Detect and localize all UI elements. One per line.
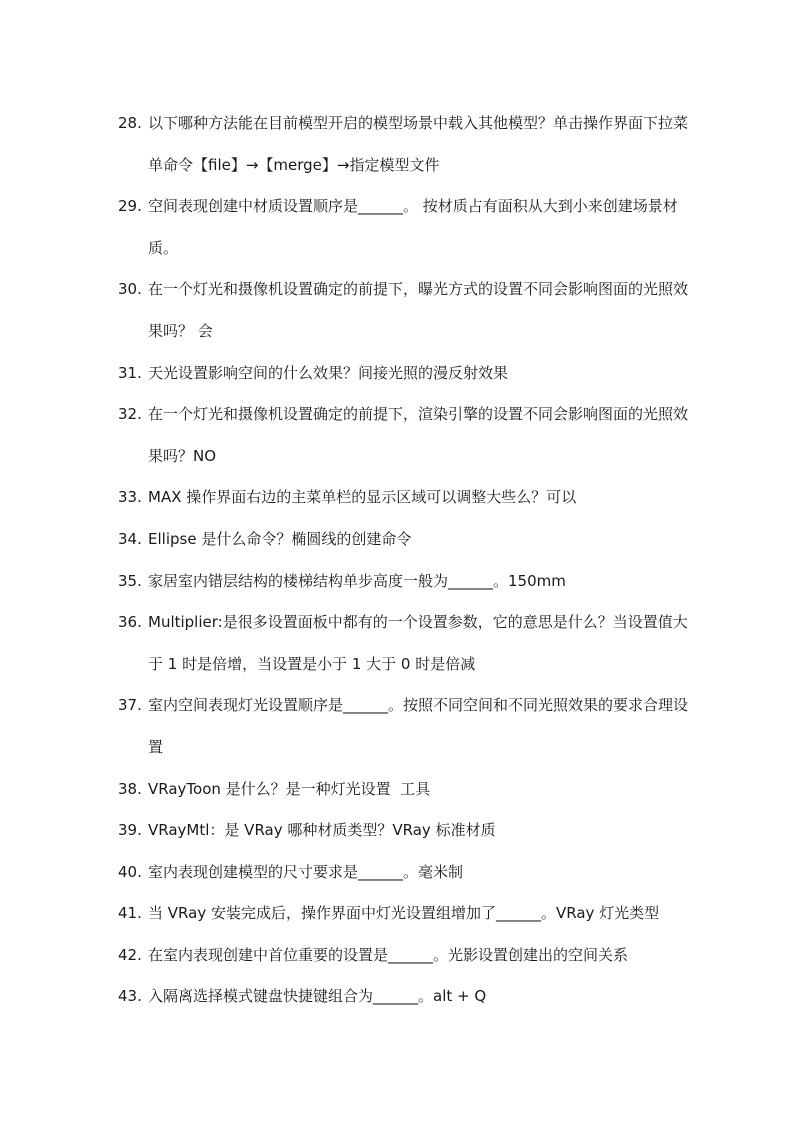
question-text: Multiplier:是很多设置面板中都有的一个设置参数，它的意思是什么？当设置值大于 1 时是倍增，当设置是小于 1 大于 0 时是倍减 bbox=[148, 613, 688, 673]
question-item-43 bbox=[118, 976, 688, 1018]
question-item-33 bbox=[118, 477, 688, 519]
question-item-31 bbox=[118, 353, 688, 395]
question-number: 43. bbox=[118, 987, 142, 1006]
question-number: 34. bbox=[118, 529, 142, 548]
question-number: 29. bbox=[118, 197, 142, 216]
question-text: 空间表现创建中材质设置顺序是______。 按材质占有面积从大到小来创建场景材质。 bbox=[148, 197, 678, 257]
question-number: 33. bbox=[118, 488, 142, 507]
question-item-29 bbox=[118, 186, 688, 269]
question-item-40 bbox=[118, 852, 688, 894]
question-number: 30. bbox=[118, 280, 142, 299]
question-text: VRayToon 是什么？是一种灯光设置 工具 bbox=[148, 779, 431, 798]
question-number: 32. bbox=[118, 405, 142, 424]
question-item-28 bbox=[118, 103, 688, 186]
question-number: 36. bbox=[118, 613, 142, 632]
question-item-35 bbox=[118, 561, 688, 603]
question-item-30 bbox=[118, 269, 688, 352]
question-number: 40. bbox=[118, 862, 142, 881]
question-number: 35. bbox=[118, 571, 142, 590]
question-item-34 bbox=[118, 519, 688, 561]
question-item-39 bbox=[118, 810, 688, 852]
question-text: 在室内表现创建中首位重要的设置是______。光影设置创建出的空间关系 bbox=[148, 945, 629, 964]
question-item-38 bbox=[118, 769, 688, 811]
question-text: 室内表现创建模型的尺寸要求是______。毫米制 bbox=[148, 862, 464, 881]
question-item-42 bbox=[118, 935, 688, 977]
question-text: VRayMtl：是 VRay 哪种材质类型？VRay 标准材质 bbox=[148, 821, 496, 840]
question-number: 39. bbox=[118, 821, 142, 840]
question-text: 当 VRay 安装完成后，操作界面中灯光设置组增加了______。VRay 灯光类型 bbox=[148, 904, 660, 923]
question-item-32 bbox=[118, 394, 688, 477]
question-text: 天光设置影响空间的什么效果？间接光照的漫反射效果 bbox=[148, 363, 509, 382]
question-text: Ellipse 是什么命令？椭圆线的创建命令 bbox=[148, 529, 412, 548]
question-item-41 bbox=[118, 893, 688, 935]
question-text: 在一个灯光和摄像机设置确定的前提下，渲染引擎的设置不同会影响图面的光照效果吗？NO bbox=[148, 405, 689, 465]
question-list bbox=[118, 103, 688, 1018]
question-text: 以下哪种方法能在目前模型开启的模型场景中载入其他模型？单击操作界面下拉菜单命令【file】→【merge】→指定模型文件 bbox=[148, 114, 689, 174]
question-text: 在一个灯光和摄像机设置确定的前提下，曝光方式的设置不同会影响图面的光照效果吗？ 会 bbox=[148, 280, 689, 340]
question-number: 28. bbox=[118, 114, 142, 132]
question-text: MAX 操作界面右边的主菜单栏的显示区域可以调整大些么？可以 bbox=[148, 488, 577, 507]
question-text: 室内空间表现灯光设置顺序是______。按照不同空间和不同光照效果的要求合理设置 bbox=[148, 696, 689, 756]
question-text: 家居室内错层结构的楼梯结构单步高度一般为______。150mm bbox=[148, 571, 566, 590]
question-number: 41. bbox=[118, 904, 142, 923]
question-item-37 bbox=[118, 685, 688, 768]
question-number: 38. bbox=[118, 779, 142, 798]
question-number: 37. bbox=[118, 696, 142, 715]
question-text: 入隔离选择模式键盘快捷键组合为______。alt + Q bbox=[148, 987, 487, 1006]
question-number: 42. bbox=[118, 945, 142, 964]
question-number: 31. bbox=[118, 363, 142, 382]
question-item-36 bbox=[118, 602, 688, 685]
